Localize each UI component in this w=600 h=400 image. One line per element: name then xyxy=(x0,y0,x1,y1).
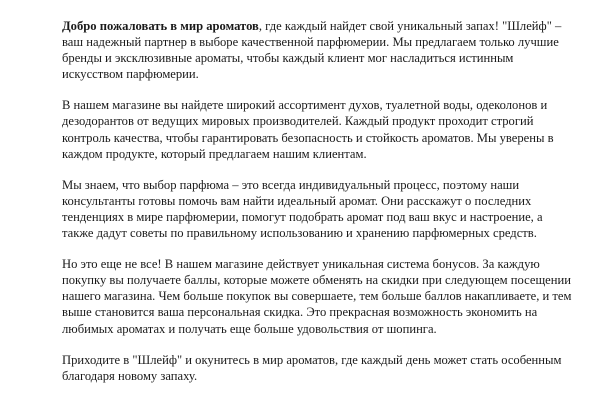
welcome-heading: Добро пожаловать в мир ароматов xyxy=(62,19,259,33)
paragraph-assortment: В нашем магазине вы найдете широкий ассортимент духов, туалетной воды, одеколонов и дезодорантов от ведущих мировых производителей. Каждый продукт проходит строгий контроль качества, чтобы гарантировать безопасность и стойкость ароматов. Мы уверены в каждом продукте, который предлагаем нашим клиентам. xyxy=(62,98,554,161)
paragraph-invitation: Приходите в "Шлейф" и окунитесь в мир ароматов, где каждый день может стать особенным благодаря новому запаху. xyxy=(62,352,562,383)
paragraph-welcome xyxy=(62,18,576,82)
paragraph-consultants: Мы знаем, что выбор парфюма – это всегда индивидуальный процесс, поэтому наши консультанты готовы помочь вам найти идеальный аромат. Они расскажут о последних тенденциях в мире парфюмерии, помогут подобрать аромат под ваш вкус и настроение, а также дадут советы по правильному использованию и хранению парфюмерных средств. xyxy=(62,177,543,241)
document-page xyxy=(62,18,576,384)
welcome-text: , где каждый найдет свой уникальный запах! "Шлейф" – ваш надежный партнер в выборе качественной парфюмерии. Мы предлагаем только лучшие бренды и эксклюзивные ароматы, чтобы каждый клиент мог насладиться истинным искусством парфюмерии. xyxy=(62,19,562,82)
paragraph-bonus: Но это еще не все! В нашем магазине действует уникальная система бонусов. За каждую покупку вы получаете баллы, которые можете обменять на скидки при следующем посещении нашего магазина. Чем больше покупок вы совершаете, тем больше баллов накапливаете, и тем выше становится ваша персональная скидка. Это прекрасная возможность экономить на любимых ароматах и получать еще больше удовольствия от шопинга. xyxy=(62,257,572,336)
